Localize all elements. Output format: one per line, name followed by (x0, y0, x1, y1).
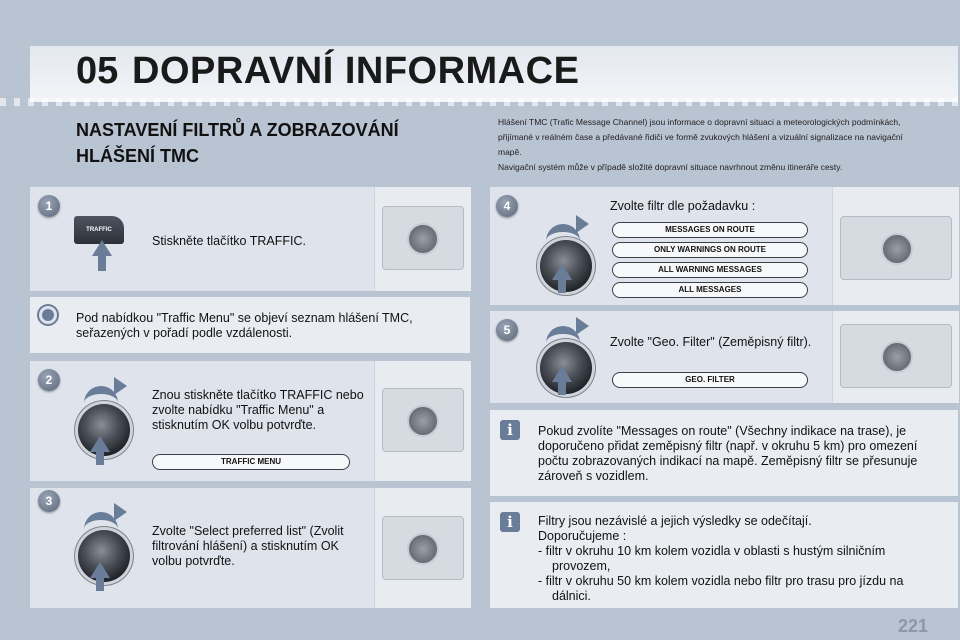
radio-dial-icon (407, 405, 439, 437)
press-arrow-stem (558, 279, 566, 293)
radio-dial-icon (881, 233, 913, 265)
step-1-badge: 1 (38, 195, 60, 217)
step-2-text: Znou stiskněte tlačítko TRAFFIC nebo zvolte nabídku "Traffic Menu" a stisknutím OK volbu potvrďte. (152, 388, 364, 432)
radio-dial-icon (407, 533, 439, 565)
press-arrow-stem (96, 451, 104, 465)
tip-text: Pod nabídkou "Traffic Menu" se objeví seznam hlášení TMC, seřazených v pořadí podle vzdálenosti. (76, 311, 413, 340)
press-arrow-icon (90, 562, 110, 578)
radio-unit-image (840, 216, 952, 280)
geo-filter-option: GEO. FILTER (612, 372, 808, 388)
rotate-arrow-head (576, 215, 589, 233)
list-item: - filtr v okruhu 10 km kolem vozidla v oblasti s hustým silničním provozem, (538, 544, 886, 573)
note-2-label: Doporučujeme : (538, 529, 627, 543)
info-icon: i (500, 512, 520, 532)
step-4-text: Zvolte filtr dle požadavku : (610, 199, 756, 213)
rotate-arrow-head (114, 377, 127, 395)
traffic-button: TRAFFIC (74, 216, 124, 244)
control-knob-icon (74, 522, 140, 588)
note-2-intro: Filtry jsou nezávislé a jejich výsledky se odečítají. (538, 514, 812, 528)
filter-option: MESSAGES ON ROUTE (612, 222, 808, 238)
sun-tip-icon (42, 309, 54, 321)
chapter-number: 05 (76, 50, 119, 92)
press-arrow-icon (90, 436, 110, 452)
radio-unit-image (382, 516, 464, 580)
radio-unit-image (840, 324, 952, 388)
chapter-title: DOPRAVNÍ INFORMACE (132, 50, 580, 92)
radio-unit-image (382, 388, 464, 452)
step-4-badge: 4 (496, 195, 518, 217)
filter-option: ONLY WARNINGS ON ROUTE (612, 242, 808, 258)
list-item: - filtr v okruhu 50 km kolem vozidla nebo filtr pro trasu pro jízdu na dálnici. (538, 574, 904, 603)
page-number: 221 (897, 616, 928, 636)
press-arrow-stem (558, 381, 566, 395)
intro-text: Hlášení TMC (Trafic Message Channel) jsou informace o dopravní situaci a meteorologických podmínkách, přijímané v reálném čase a předávané řidiči ve formě zvukových hlášení a vizuální signalizace na navigační mapě. Navigační systém může v případě složité dopravní situace navrhnout změnu itineráře cesty. (498, 117, 903, 172)
step-3-badge: 3 (38, 490, 60, 512)
recommendation-list (530, 544, 928, 604)
step-5-text: Zvolte "Geo. Filter" (Zeměpisný filtr). (610, 335, 812, 349)
press-arrow-icon (552, 366, 572, 382)
press-arrow-icon (552, 264, 572, 280)
rotate-arrow-head (114, 503, 127, 521)
step-1-text: Stiskněte tlačítko TRAFFIC. (152, 234, 306, 248)
press-arrow-stem (98, 255, 106, 271)
section-title: NASTAVENÍ FILTRŮ A ZOBRAZOVÁNÍ HLÁŠENÍ TMC (76, 120, 399, 166)
step-5-badge: 5 (496, 319, 518, 341)
radio-dial-icon (407, 223, 439, 255)
filter-option: ALL MESSAGES (612, 282, 808, 298)
radio-dial-icon (881, 341, 913, 373)
press-arrow-stem (96, 577, 104, 591)
note-1-text: Pokud zvolíte "Messages on route" (Všechny indikace na trase), je doporučeno přidat zeměpisný filtr (např. v okruhu 5 km) pro omezení počtu zobrazovaných indikací na mapě. Zeměpisný filtr se přesunuje zároveň s vozidlem. (538, 424, 918, 483)
step-2-badge: 2 (38, 369, 60, 391)
step-3-text: Zvolte "Select preferred list" (Zvolit filtrování hlášení) a stisknutím OK volbu potvrďte. (152, 524, 344, 568)
filter-option: ALL WARNING MESSAGES (612, 262, 808, 278)
rotate-arrow-head (576, 317, 589, 335)
decorative-dots (0, 98, 960, 106)
info-icon: i (500, 420, 520, 440)
control-knob-icon (74, 396, 140, 462)
radio-unit-image (382, 206, 464, 270)
traffic-menu-option: TRAFFIC MENU (152, 454, 350, 470)
press-arrow-icon (92, 240, 112, 256)
note-2-text (538, 514, 928, 604)
